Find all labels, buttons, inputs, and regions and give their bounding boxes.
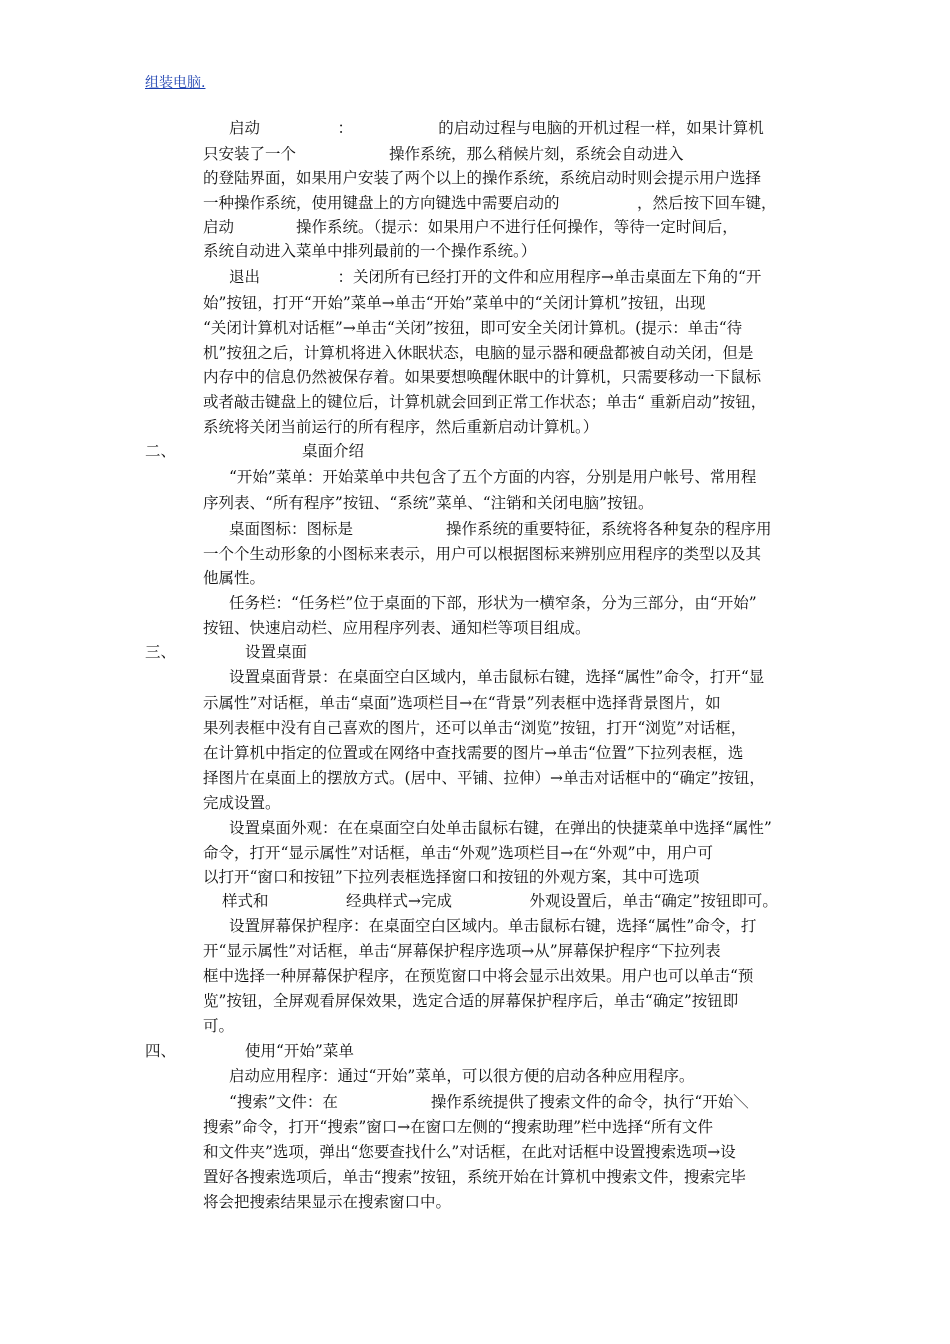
paragraph-line: 启动 操作系统。（提示：如果用户不进行任何操作，等待一定时间后， — [203, 218, 738, 236]
paragraph-line: 搜索”命令，打开“搜索”窗口→在窗口左侧的“搜索助理”栏中选择“所有文件 — [203, 1118, 714, 1136]
paragraph-line: 览”按钮，全屏观看屏保效果，选定合适的屏幕保护程序后，单击“确定”按钮即 — [203, 992, 739, 1010]
paragraph-line: 内存中的信息仍然被保存着。如果要想唤醒休眠中的计算机，只需要移动一下鼠标 — [203, 368, 762, 386]
paragraph-line: 示属性”对话框，单击“桌面”选项栏目→在“背景”列表框中选择背景图片，如 — [203, 694, 721, 712]
paragraph-line: 启动 ： 的启动过程与电脑的开机过程一样，如果计算机 — [229, 119, 764, 137]
paragraph-line: 可。 — [203, 1017, 235, 1035]
paragraph-line: 按钮、快速启动栏、应用程序列表、通知栏等项目组成。 — [203, 619, 591, 637]
paragraph-line: 框中选择一种屏幕保护程序，在预览窗口中将会显示出效果。用户也可以单击“预 — [203, 967, 754, 985]
paragraph-line: 一个个生动形象的小图标来表示，用户可以根据图标来辨别应用程序的类型以及其 — [203, 545, 762, 563]
paragraph-line: 退出 ：关闭所有已经打开的文件和应用程序→单击桌面左下角的“开 — [229, 268, 762, 286]
paragraph-line: 始”按钮，打开“开始”菜单→单击“开始”菜单中的“关闭计算机”按钮，出现 — [203, 294, 706, 312]
section-title: 设置桌面 — [245, 643, 308, 661]
paragraph-line: 系统自动进入菜单中排列最前的一个操作系统。） — [203, 242, 537, 260]
paragraph-line: 任务栏：“任务栏”位于桌面的下部，形状为一横窄条，分为三部分，由“开始” — [229, 594, 757, 612]
paragraph-line: 只安装了一个 操作系统，那么稍候片刻，系统会自动进入 — [203, 145, 684, 163]
section-number: 四、 — [145, 1042, 177, 1060]
header-link[interactable]: 组装电脑. — [145, 75, 206, 91]
paragraph-line: 完成设置。 — [203, 794, 281, 812]
section-number: 三、 — [145, 643, 177, 661]
paragraph-line: 和文件夹”选项，弹出“您要查找什么”对话框，在此对话框中设置搜索选项→设 — [203, 1143, 736, 1161]
paragraph-line: “搜索”文件：在 操作系统提供了搜索文件的命令，执行“开始＼ — [229, 1093, 749, 1111]
paragraph-line: 设置屏幕保护程序：在桌面空白区域内。单击鼠标右键，选择“属性”命令，打 — [229, 917, 757, 935]
paragraph-line: 置好各搜索选项后，单击“搜索”按钮，系统开始在计算机中搜索文件，搜索完毕 — [203, 1168, 746, 1186]
paragraph-line: 桌面图标：图标是 操作系统的重要特征，系统将各种复杂的程序用 — [229, 520, 772, 538]
paragraph-line: 以打开“窗口和按钮”下拉列表框选择窗口和按钮的外观方案，其中可选项 — [203, 868, 700, 886]
section-number: 二、 — [145, 442, 177, 460]
paragraph-line: 或者敲击键盘上的键位后，计算机就会回到正常工作状态；单击“ 重新启动”按钮， — [203, 393, 767, 411]
section-title: 使用“开始”菜单 — [245, 1042, 354, 1060]
paragraph-line: 系统将关闭当前运行的所有程序，然后重新启动计算机。） — [203, 418, 599, 436]
paragraph-line: 将会把搜索结果显示在搜索窗口中。 — [203, 1193, 452, 1211]
paragraph-line: 启动应用程序：通过“开始”菜单，可以很方便的启动各种应用程序。 — [229, 1067, 695, 1085]
paragraph-line: 设置桌面外观：在在桌面空白处单击鼠标右键，在弹出的快捷菜单中选择“属性” — [229, 819, 772, 837]
paragraph-line: 果列表框中没有自己喜欢的图片，还可以单击“浏览”按钮，打开“浏览”对话框， — [203, 719, 747, 737]
paragraph-line: 择图片在桌面上的摆放方式。(居中、平铺、拉伸）→单击对话框中的“确定”按钮， — [203, 769, 765, 787]
paragraph-line: 机”按狃之后，计算机将进入休眠状态，电脑的显示器和硬盘都被自动关闭，但是 — [203, 344, 754, 362]
paragraph-line: 在计算机中指定的位置或在网络中查找需要的图片→单击“位置”下拉列表框，选 — [203, 744, 744, 762]
section-title: 桌面介绍 — [302, 442, 365, 460]
paragraph-line: 设置桌面背景：在桌面空白区域内，单击鼠标右键，选择“属性”命令，打开“显 — [229, 668, 765, 686]
paragraph-line: 开“显示属性”对话框，单击“屏幕保护程序选项→从”屏幕保护程序“下拉列表 — [203, 942, 721, 960]
paragraph-line: “开始”菜单：开始菜单中共包含了五个方面的内容，分别是用户帐号、常用程 — [229, 468, 757, 486]
paragraph-line: “关闭计算机对话框”→单击“关闭”按狃，即可安全关闭计算机。(提示：单击“待 — [203, 319, 743, 337]
paragraph-line: 的登陆界面，如果用户安装了两个以上的操作系统，系统启动时则会提示用户选择 — [203, 169, 762, 187]
paragraph-line: 样式和 经典样式→完成 外观设置后，单击“确定”按钮即可。 — [222, 892, 778, 910]
paragraph-line: 一种操作系统，使用键盘上的方向键选中需要启动的 ，然后按下回车键， — [203, 194, 777, 212]
paragraph-line: 序列表、“所有程序”按钮、“系统”菜单、“注销和关闭电脑”按钮。 — [203, 494, 654, 512]
paragraph-line: 他属性。 — [203, 569, 266, 587]
paragraph-line: 命令，打开“显示属性”对话框，单击“外观”选项栏目→在“外观”中，用户可 — [203, 844, 714, 862]
